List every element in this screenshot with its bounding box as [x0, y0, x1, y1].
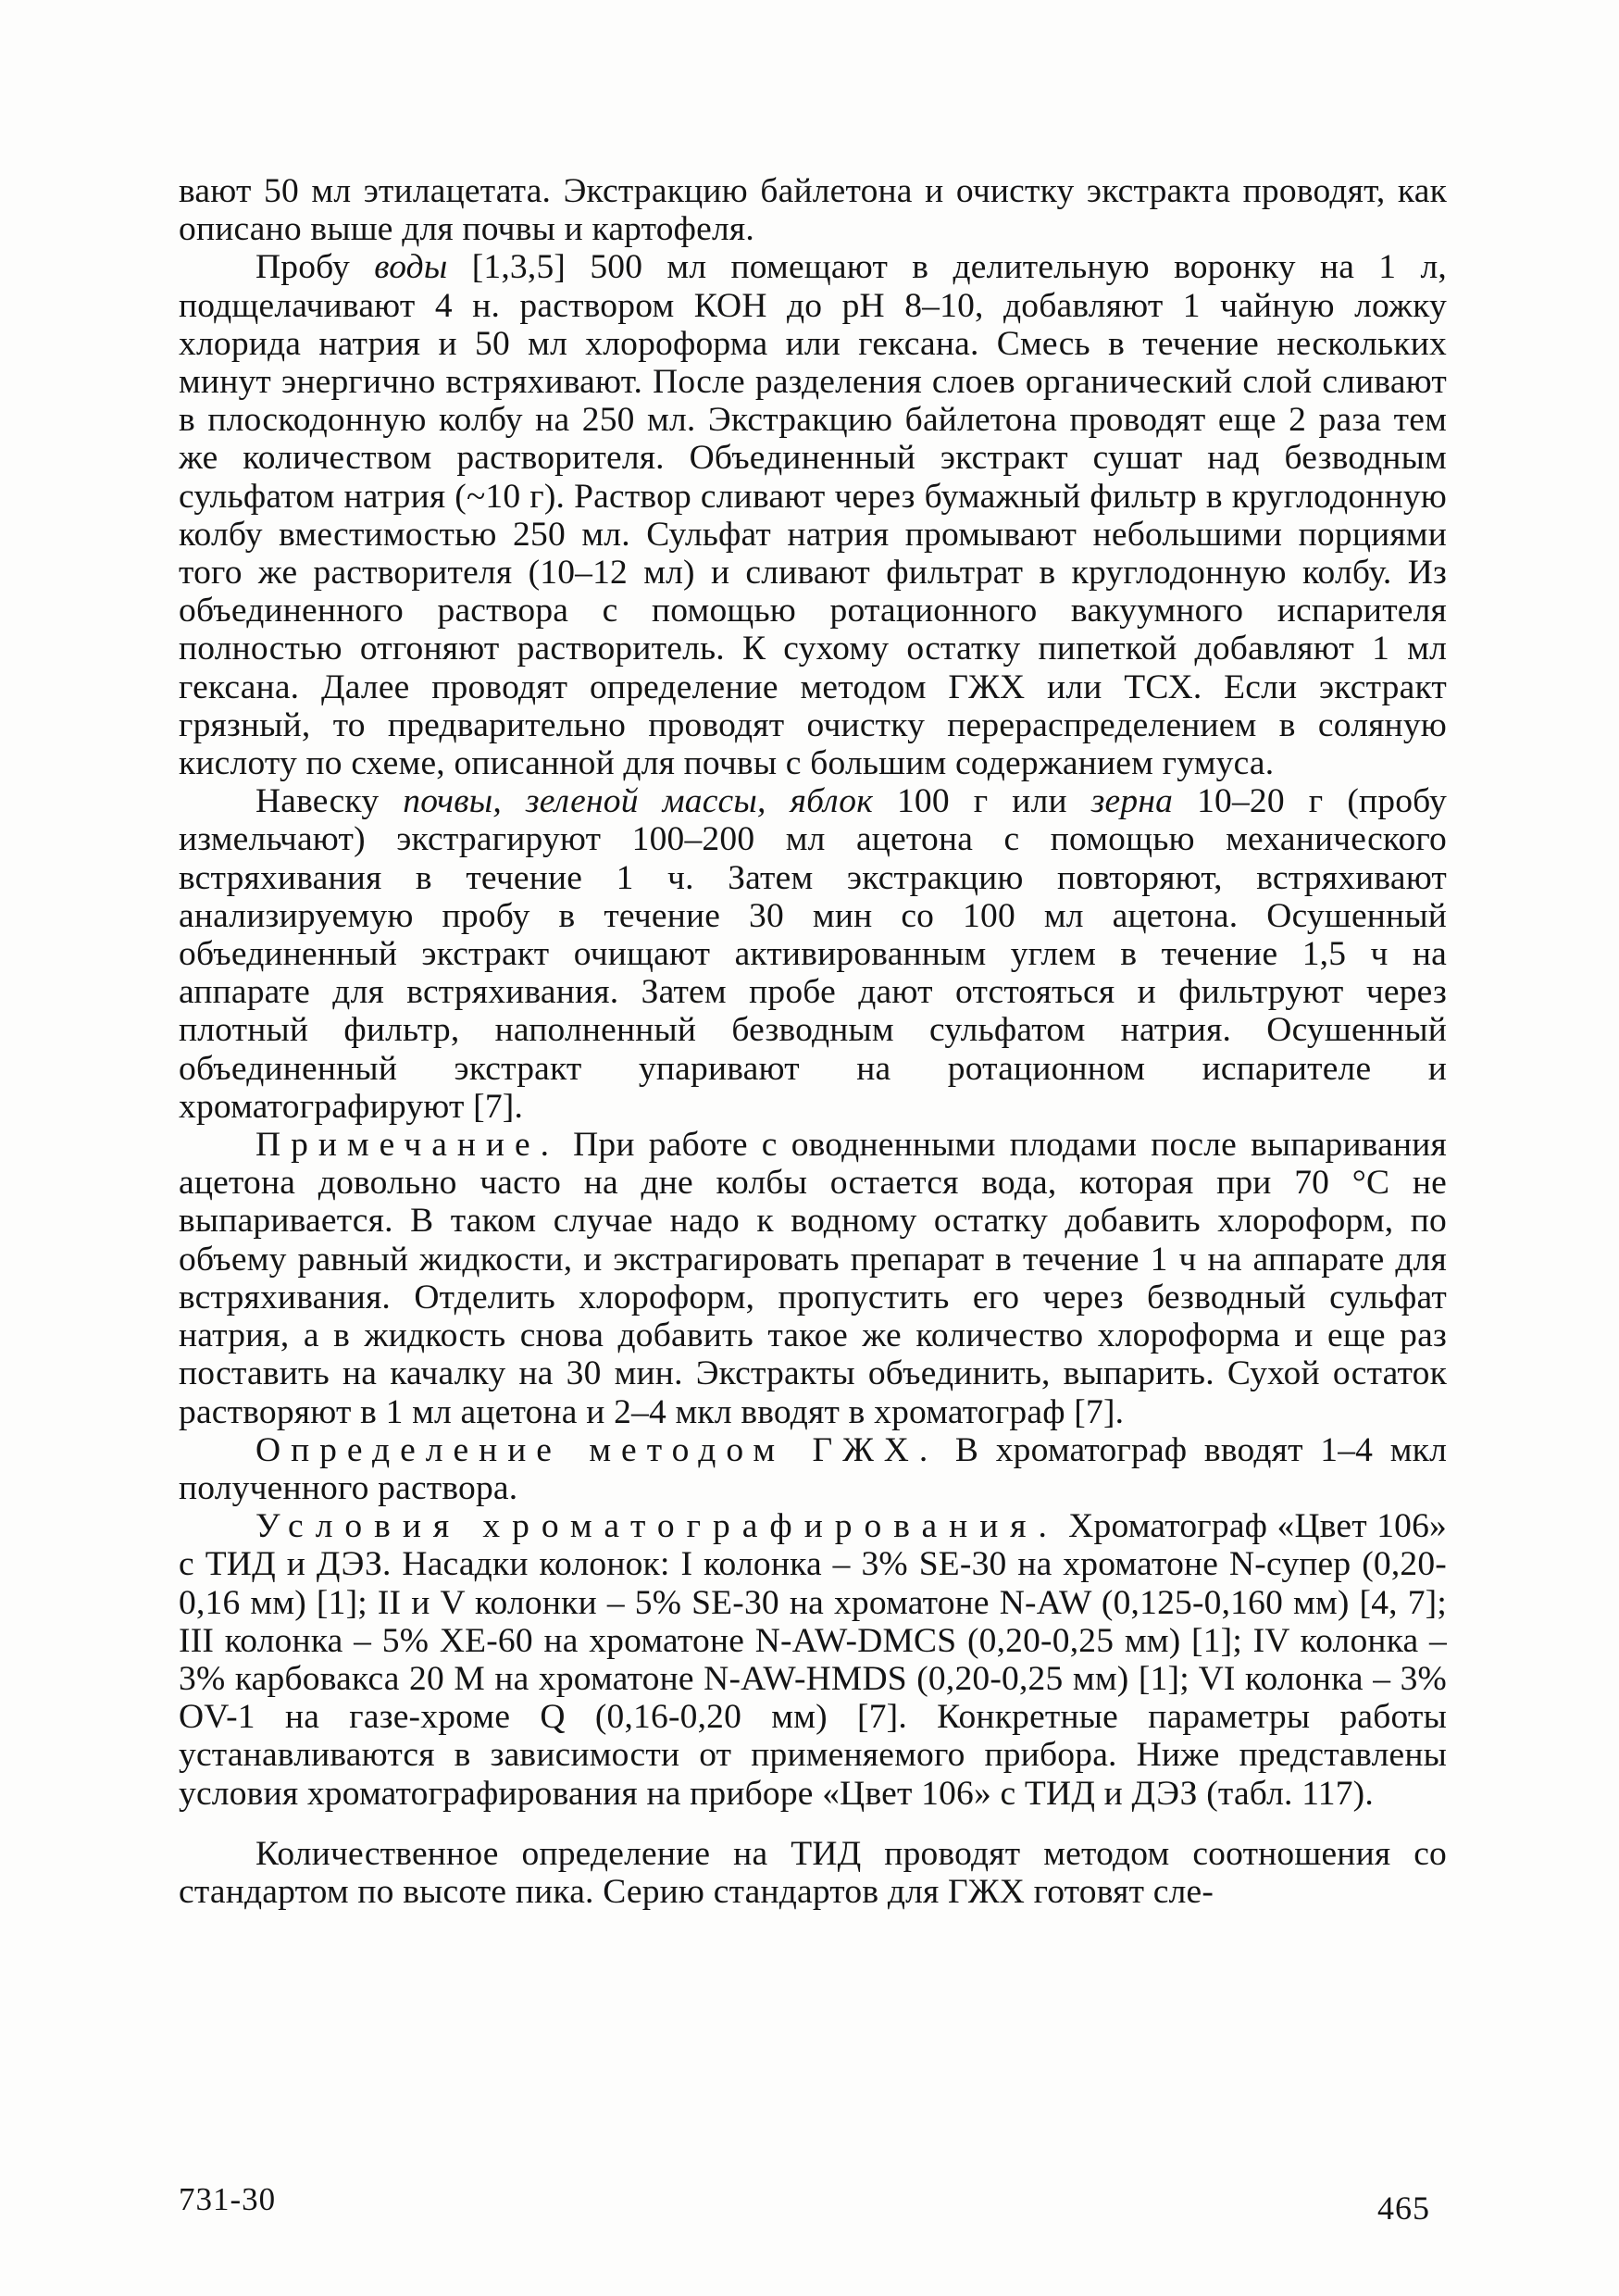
paragraph-water-sample-start: Пробу [255, 248, 375, 287]
note-text: При работе с оводненными плодами после выпаривания ацетона довольно часто на дне колбы остается вода, которая при 70 °С не выпаривается. В таком случае надо к водному остатку добавить хлороформ, по объему равный жидкости, и экстрагировать препарат в течение 1 ч на аппарате для встряхивания. Отделить хлороформ, пропустить его через безводный сульфат натрия, а в жидкость снова добавить такое же количество хлороформа и еще раз поставить на качалку на 30 мин. Экстракты объединить, выпарить. Сухой остаток растворяют в 1 мл ацетона и 2–4 мкл вводят в хроматограф [7]. [179, 1126, 1447, 1431]
paragraph-soil-sample-start: Навеску [255, 782, 404, 821]
printer-signature: 731-30 [179, 2181, 277, 2217]
paragraph-soil-sample-mid: 100 г или [872, 782, 1091, 821]
paragraph-water-sample [179, 248, 1447, 782]
paragraph-1 [179, 172, 1447, 248]
paragraph-water-sample-emphasis: воды [374, 248, 448, 287]
paragraph-chromatography-conditions [179, 1507, 1447, 1813]
paragraph-1-text: вают 50 мл этилацетата. Экстракцию байлетона и очистку экстракта проводят, как описано выше для почвы и картофеля. [179, 172, 1447, 249]
paragraph-quantitative [179, 1835, 1447, 1911]
gc-method-heading: Определение методом ГЖХ. [255, 1430, 939, 1469]
paragraph-note [179, 1126, 1447, 1431]
paragraph-soil-sample-emphasis-2: зерна [1090, 782, 1174, 821]
paragraph-soil-sample [179, 782, 1447, 1126]
note-heading: Примечание. [255, 1126, 560, 1165]
paragraph-soil-sample-emphasis-1: почвы, зеленой массы, яблок [403, 782, 873, 821]
gc-method-text: В хроматограф вводят 1–4 мкл полученного раствора. [179, 1430, 1447, 1507]
quantitative-text: Количественное определение на ТИД проводят методом соотношения со стандартом по высоте пика. Серию стандартов для ГЖХ готовят сле- [179, 1834, 1447, 1911]
paragraph-water-sample-text: [1,3,5] 500 мл помещают в делительную воронку на 1 л, подщелачивают 4 н. раствором КОН до рН 8–10, добавляют 1 чайную ложку хлорида натрия и 50 мл хлороформа или гексана. Смесь в течение нескольких минут энергично встряхивают. После разделения слоев органический слой сливают в плоскодонную колбу на 250 мл. Экстракцию байлетона проводят еще 2 раза тем же количеством растворителя. Объединенный экстракт сушат над безводным сульфатом натрия (~10 г). Раствор сливают через бумажный фильтр в круглодонную колбу вместимостью 250 мл. Сульфат натрия промывают небольшими порциями того же растворителя (10–12 мл) и сливают фильтрат в круглодонную колбу. Из объединенного раствора с помощью ротационного вакуумного испарителя полностью отгоняют растворитель. К сухому остатку пипеткой добавляют 1 мл гексана. Далее проводят определение методом ГЖХ или ТСХ. Если экстракт грязный, то предварительно проводят очистку перераспределением в соляную кислоту по схеме, описанной для почвы с большим содержанием гумуса. [179, 248, 1447, 783]
paragraph-soil-sample-text: 10–20 г (пробу измельчают) экстрагируют 100–200 мл ацетона с помощью механического встряхивания в течение 1 ч. Затем экстракцию повторяют, встряхивают анализируемую пробу в течение 30 мин со 100 мл ацетона. Осушенный объединенный экстракт очищают активированным углем в течение 1,5 ч на аппарате для встряхивания. Затем пробе дают отстояться и фильтруют через плотный фильтр, наполненный безводным сульфатом натрия. Осушенный объединенный экстракт упаривают на ротационном испарителе и хроматографируют [7]. [179, 782, 1447, 1126]
chromatography-conditions-text: Хроматограф «Цвет 106» с ТИД и ДЭЗ. Насадки колонок: I колонка – 3% SE-30 на хроматоне N-супер (0,20-0,16 мм) [1]; II и V колонки – 5% SE-30 на хроматоне N-AW (0,125-0,160 мм) [4, 7]; III колонка – 5% XE-60 на хроматоне N-AW-DMCS (0,20-0,25 мм) [1]; IV колонка – 3% карбовакса 20 М на хроматоне N-AW-HMDS (0,20-0,25 мм) [1]; VI колонка – 3% OV-1 на газе-хроме Q (0,16-0,20 мм) [7]. Конкретные параметры работы устанавливаются в зависимости от применяемого прибора. Ниже представлены условия хроматографирования на приборе «Цвет 106» с ТИД и ДЭЗ (табл. 117). [179, 1507, 1447, 1813]
chromatography-conditions-heading: Условия хроматографирования. [255, 1507, 1059, 1546]
paragraph-gc-method [179, 1431, 1447, 1507]
page-number: 465 [1377, 2190, 1430, 2227]
main-text [179, 172, 1447, 1911]
